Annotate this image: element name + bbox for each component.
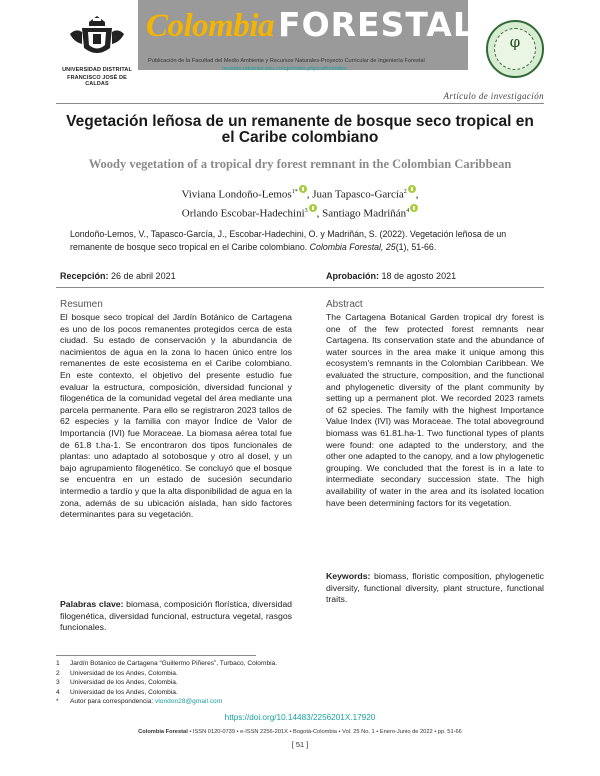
journal-title-colombia: Colombia [146, 8, 275, 44]
approved-label: Aprobación: [326, 271, 379, 281]
received-date [60, 271, 176, 281]
author-list [120, 184, 480, 221]
orcid-icon[interactable] [410, 204, 418, 212]
footnote-text: Universidad de los Andes, Colombia. [70, 679, 178, 686]
author-affiliation: 4 [406, 207, 410, 214]
footnote-number: 4 [56, 688, 60, 696]
citation-journal: Colombia Forestal, 25 [309, 241, 396, 252]
journal-info-details: • ISSN 0120-0739 • e-ISSN 2256-201X • Bogotá-Colombia • Vol. 25 No. 1 • Enero-Junio de 2022 • pp. 51-66 [187, 729, 462, 735]
footnote [56, 697, 277, 707]
orcid-icon[interactable] [408, 185, 416, 193]
footnote-number: * [56, 698, 59, 705]
article-title-en: Woody vegetation of a tropical dry forest remnant in the Colombian Caribbean [88, 157, 512, 171]
university-subname: FRANCISCO JOSÉ DE CALDAS [67, 75, 127, 87]
received-value: 26 de abril 2021 [111, 271, 176, 281]
university-logo [62, 14, 132, 87]
author-name: Santiago Madriñán [322, 207, 407, 220]
footnote-text: Autor para correspondencia: [70, 698, 156, 705]
journal-title-forestal: FORESTAL [278, 5, 475, 44]
citation-text: Londoño-Lemos, V., Tapasco-García, J., Escobar-Hadechini, O. y Madriñán, S. (2022). Vegetación leñosa de un remanente de bosque seco tropical en el Caribe colombiano. [70, 229, 507, 252]
footnote [56, 669, 277, 679]
author-name: Juan Tapasco-García [312, 188, 404, 201]
footnote [56, 659, 277, 669]
abstract-keywords-text: biomass, floristic composition, phylogenetic diversity, functional diversity, plant structure, functional traits. [326, 571, 544, 605]
footnote [56, 678, 277, 688]
journal-info-line [0, 729, 600, 735]
abstract-keywords [326, 571, 544, 606]
publication-line: Publicación de la Facultad del Medio Ambiente y Recursos Naturales-Proyecto Curricular de Ingeniería Forestal [148, 58, 425, 64]
resumen-heading: Resumen [60, 299, 103, 310]
journal-url-link[interactable]: revistas.udistrital.edu.co/ojs/index.php/colfor/index [222, 66, 347, 72]
author-separator: , [306, 188, 313, 201]
footnote [56, 688, 277, 698]
received-label: Recepción: [60, 271, 109, 281]
abstract-body: The Cartagena Botanical Garden tropical dry forest is one of the few protected forest remnants near Cartagena. Its conservation state and the abundance of water sources in the area make it unique among this ecosystem's remnants in the Colombian Caribbean. We evaluated the structure, composition, and the functional and phylogenetic diversity of the plant community by setting up a permanent plot. We recorded 2023 ramets of 62 species. The family with the highest Importance Value Index (IVI) was Moraceae. The total aboveground biomass was 61.81.ha-1. Two functional types of plants were found: one adapted to the understory, and the other one adapted to the canopy, and a low phylogenetic grouping. We concluded that the forest is in a late to intermediate secondary succession state. The high availability of water in the area and its isolated location have been determining factors for its vegetation. [326, 312, 544, 508]
citation-rest: (1), 51-66. [395, 241, 437, 252]
resumen-keywords [60, 599, 292, 634]
doi-link[interactable]: https://doi.org/10.14483/2256201X.17920 [224, 713, 376, 722]
footnote-text: Universidad de los Andes, Colombia. [70, 688, 178, 696]
author-name: Viviana Londoño-Lemos [181, 188, 292, 201]
resumen-body: El bosque seco tropical del Jardín Botánico de Cartagena es uno de los pocos remanentes protegidos cerca de esta ciudad. Su estado de conservación y la abundancia de nacimientos de agua en la zona lo hacen único entre los remanentes de este ecosistema en el Caribe colombiano. En este contexto, el objetivo del presente estudio fue evaluar la estructura, composición, diversidad funcional y filogenética de la comunidad vegetal del área mediante una parcela permanente. Para ello se registraron 2023 tallos de 62 especies y la familia con mayor Índice de Valor de Importancia (IVI) fue Moraceae. La biomasa aérea total fue de 61.8 t.ha-1. Se encontraron dos tipos funcionales de plantas: uno adaptado al sotobosque y otro al dosel, y un bajo agrupamiento filogenético. Se concluyó que el bosque se encuentra en un estado de sucesión secundario intermedio a tardío y que la alta disponibilidad de agua en la zona, además de su ubicación aislada, han sido factores determinantes para su vegetación. [60, 312, 292, 520]
author-name: Orlando Escobar-Hadechini [181, 207, 305, 220]
citation [70, 228, 545, 253]
approved-date [326, 271, 456, 281]
author-separator: , [415, 188, 419, 201]
resumen-keywords-text: biomasa, composición florística, diversidad filogenética, diversidad funcional, estructura vegetal, rasgos funcionales. [60, 599, 292, 633]
footnote-number: 1 [56, 660, 60, 667]
footnote-text: Jardín Botánico de Cartagena “Guillermo Piñeres”, Turbaco, Colombia. [70, 660, 278, 667]
orcid-icon[interactable] [309, 204, 317, 212]
article-title-es: Vegetación leñosa de un remanente de bosque seco tropical en el Caribe colombiano [66, 113, 534, 146]
university-crest-icon [62, 14, 132, 60]
page-number: [ 51 ] [291, 740, 309, 749]
footnote-number: 2 [56, 669, 60, 677]
author-separator: , [316, 207, 323, 220]
footnotes [56, 659, 277, 707]
approved-value: 18 de agosto 2021 [381, 271, 457, 281]
abstract-keywords-label: Keywords: [326, 571, 371, 581]
footnote-text: Universidad de los Andes, Colombia. [70, 669, 178, 677]
university-name: UNIVERSIDAD DISTRITAL [62, 67, 132, 73]
article-type: Artículo de investigación [443, 91, 544, 101]
author-affiliation: 2 [403, 189, 407, 195]
author-affiliation: 1* [291, 189, 298, 195]
resumen-keywords-label: Palabras clave: [60, 599, 124, 609]
orcid-icon[interactable] [299, 185, 307, 193]
abstract-heading: Abstract [326, 299, 363, 310]
corresponding-email-link[interactable]: vlondon28@gmail.com [155, 698, 223, 705]
phi-icon: φ [509, 33, 521, 51]
footnote-number: 3 [56, 679, 60, 686]
journal-title [146, 6, 475, 45]
faculty-seal [486, 20, 544, 78]
dates-divider [56, 287, 544, 288]
journal-info-name: Colombia Forestal [138, 729, 188, 735]
author-affiliation: 3 [304, 207, 308, 214]
footnotes-divider [56, 655, 256, 656]
header-divider [56, 103, 544, 104]
